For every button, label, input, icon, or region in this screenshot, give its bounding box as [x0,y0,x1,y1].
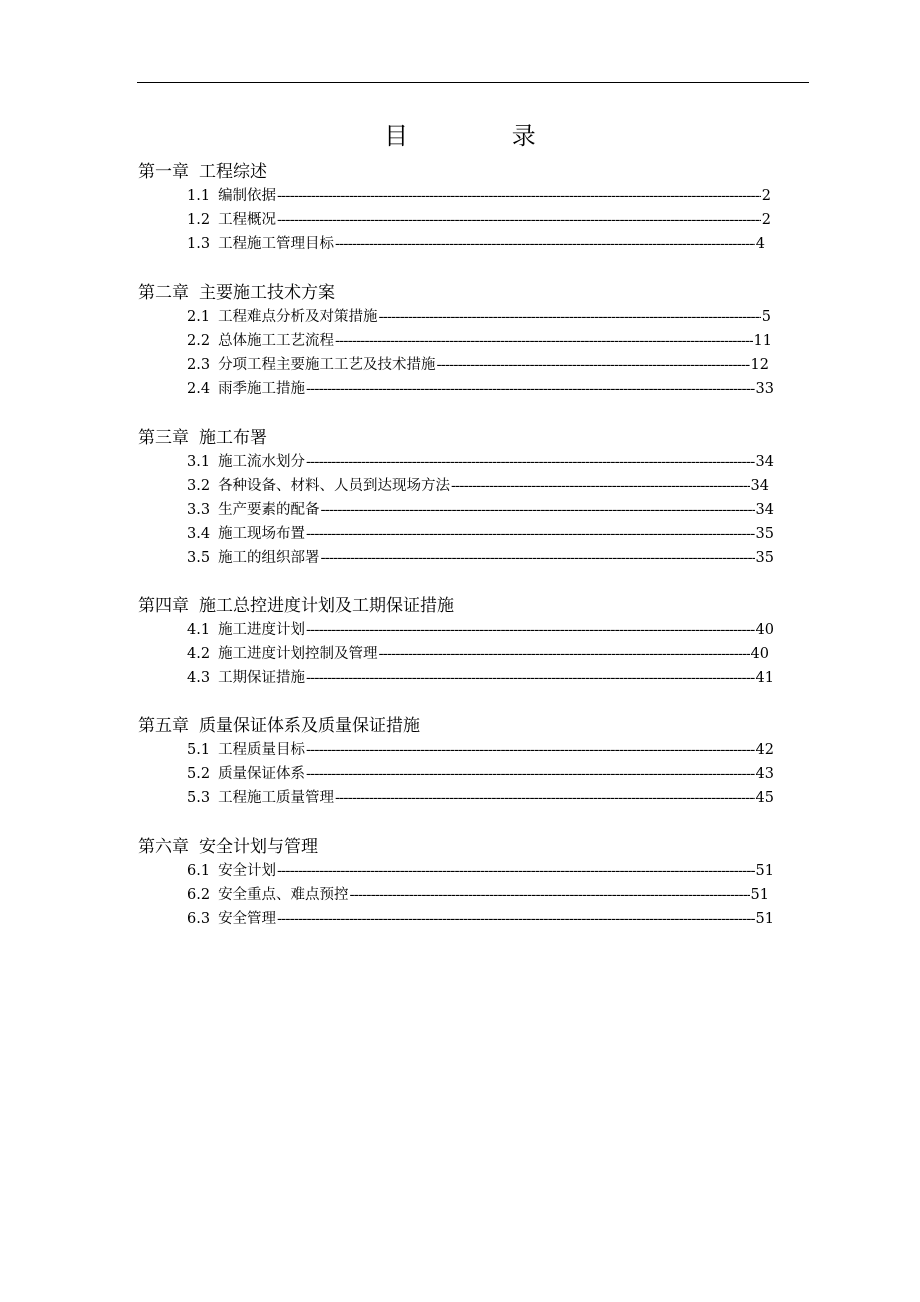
section-number: 2.2 [187,333,211,349]
dot-leader [335,235,755,253]
page-number: 12 [750,357,769,373]
chapter-number: 第四章 [138,596,189,616]
section-title: 总体施工工艺流程 [218,333,335,349]
page-number: 41 [755,670,774,686]
page-number: 34 [755,454,774,470]
section-title: 雨季施工措施 [218,381,306,397]
section-number: 3.2 [187,478,211,494]
chapter-number: 第三章 [138,428,189,448]
chapter-title: 工程综述 [199,162,267,182]
section-number: 6.3 [187,911,211,927]
section-number: 6.2 [187,887,211,903]
toc-entry[interactable] [187,332,772,350]
page-number: 33 [755,381,774,397]
toc-entry[interactable] [187,645,769,663]
section-title: 编制依据 [218,188,277,204]
chapter-heading[interactable] [138,162,267,182]
dot-leader [306,380,754,398]
section-title: 分项工程主要施工工艺及技术措施 [218,357,436,373]
section-title: 安全计划 [218,863,277,879]
section-number: 3.4 [187,526,211,542]
dot-leader [306,453,754,471]
section-title: 工程难点分析及对策措施 [218,309,378,325]
dot-leader [451,477,749,495]
toc-entry[interactable] [187,501,774,519]
section-number: 5.2 [187,766,211,782]
toc-title: 目 录 [384,122,584,150]
section-title: 安全管理 [218,911,277,927]
dot-leader [277,187,761,205]
page-number: 51 [755,863,774,879]
section-number: 6.1 [187,863,211,879]
toc-entry[interactable] [187,549,774,567]
page-number: 43 [755,766,774,782]
page-number: 40 [750,646,769,662]
page-number: 42 [755,742,774,758]
toc-entry[interactable] [187,356,769,374]
section-number: 1.1 [187,188,211,204]
toc-entry[interactable] [187,235,765,253]
dot-leader [321,549,755,567]
section-number: 2.3 [187,357,211,373]
toc-entry[interactable] [187,741,774,759]
page-number: 35 [755,550,774,566]
section-title: 施工流水划分 [218,454,306,470]
section-number: 1.3 [187,236,211,252]
page-number: 4 [755,236,765,252]
header-rule [137,82,809,83]
dot-leader [306,765,754,783]
section-title: 工程质量目标 [218,742,306,758]
dot-leader [306,621,754,639]
section-number: 1.2 [187,212,211,228]
toc-entry[interactable] [187,211,771,229]
dot-leader [277,862,754,880]
chapter-number: 第六章 [138,837,189,857]
toc-entry[interactable] [187,477,769,495]
dot-leader [321,501,755,519]
toc-entry[interactable] [187,765,774,783]
chapter-title: 质量保证体系及质量保证措施 [199,716,420,736]
toc-entry[interactable] [187,910,774,928]
page-number: 34 [755,502,774,518]
chapter-heading[interactable] [138,283,335,303]
dot-leader [379,645,750,663]
section-title: 质量保证体系 [218,766,306,782]
dot-leader [306,741,754,759]
chapter-heading[interactable] [138,428,267,448]
dot-leader [277,211,761,229]
section-title: 施工的组织部署 [218,550,320,566]
section-number: 3.1 [187,454,211,470]
section-number: 2.4 [187,381,211,397]
page-number: 51 [750,887,769,903]
section-number: 4.2 [187,646,211,662]
dot-leader [306,669,754,687]
section-title: 施工现场布置 [218,526,306,542]
chapter-heading[interactable] [138,837,318,857]
page-number: 40 [755,622,774,638]
toc-entry[interactable] [187,621,774,639]
chapter-number: 第一章 [138,162,189,182]
chapter-title: 施工总控进度计划及工期保证措施 [199,596,454,616]
section-number: 4.3 [187,670,211,686]
section-title: 各种设备、材料、人员到达现场方法 [218,478,451,494]
chapter-heading[interactable] [138,596,454,616]
toc-entry[interactable] [187,862,774,880]
dot-leader [277,910,754,928]
section-title: 施工进度计划控制及管理 [218,646,378,662]
toc-entry[interactable] [187,525,774,543]
toc-entry[interactable] [187,789,774,807]
page-number: 5 [761,309,771,325]
chapter-title: 施工布署 [199,428,267,448]
page-number: 2 [761,212,771,228]
section-number: 4.1 [187,622,211,638]
toc-entry[interactable] [187,380,774,398]
section-number: 5.3 [187,790,211,806]
section-number: 3.5 [187,550,211,566]
dot-leader [335,789,754,807]
section-title: 工期保证措施 [218,670,306,686]
section-number: 2.1 [187,309,211,325]
section-title: 工程施工质量管理 [218,790,335,806]
section-title: 生产要素的配备 [218,502,320,518]
dot-leader [350,886,750,904]
page-number: 2 [761,188,771,204]
dot-leader [437,356,750,374]
chapter-number: 第二章 [138,283,189,303]
chapter-heading[interactable] [138,716,420,736]
toc-entry[interactable] [187,669,774,687]
dot-leader [379,308,761,326]
toc-entry[interactable] [187,308,771,326]
page-number: 51 [755,911,774,927]
section-title: 施工进度计划 [218,622,306,638]
page-number: 45 [755,790,774,806]
toc-entry[interactable] [187,453,774,471]
dot-leader [306,525,754,543]
chapter-title: 主要施工技术方案 [199,283,335,303]
page-number: 34 [750,478,769,494]
section-title: 安全重点、难点预控 [218,887,349,903]
chapter-title: 安全计划与管理 [199,837,318,857]
section-title: 工程概况 [218,212,277,228]
page-number: 11 [753,333,772,349]
dot-leader [335,332,752,350]
page-number: 35 [755,526,774,542]
chapter-number: 第五章 [138,716,189,736]
toc-entry[interactable] [187,187,771,205]
section-number: 3.3 [187,502,211,518]
section-title: 工程施工管理目标 [218,236,335,252]
toc-entry[interactable] [187,886,769,904]
section-number: 5.1 [187,742,211,758]
